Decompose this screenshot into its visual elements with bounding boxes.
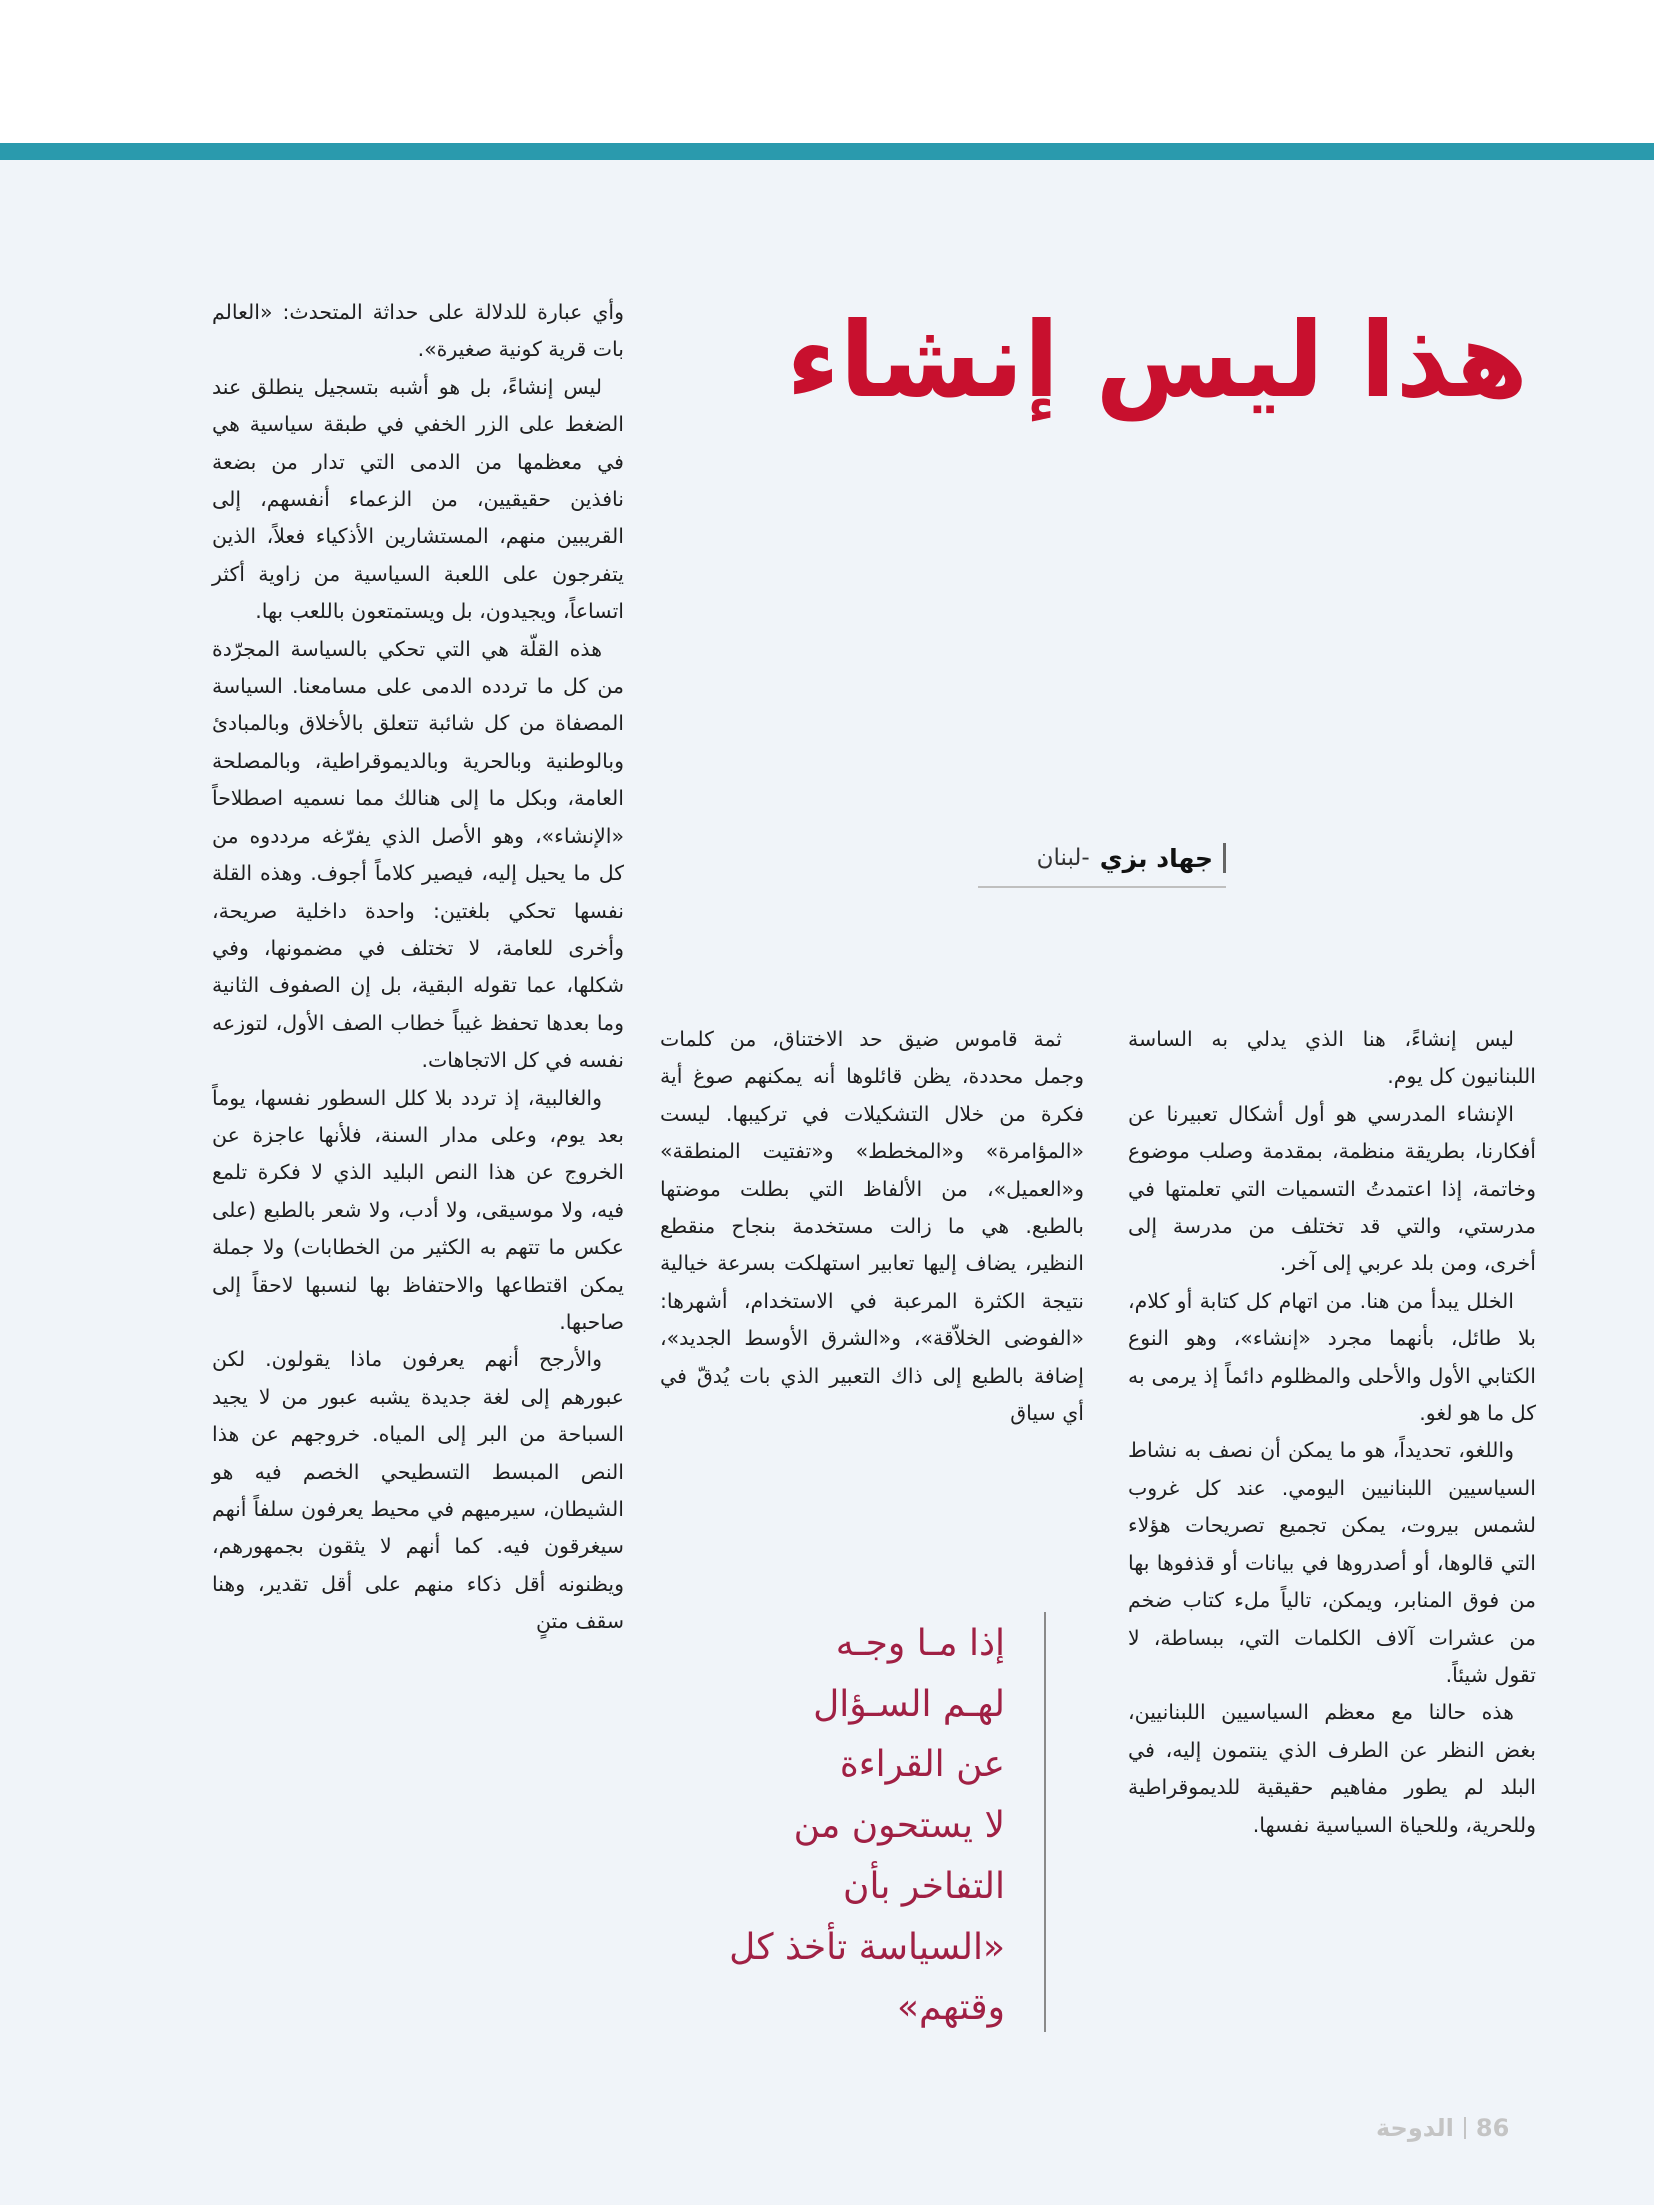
magazine-name: الدوحة — [1376, 2114, 1454, 2142]
pull-quote-line: وقتهم» — [896, 1987, 1005, 2029]
byline — [1037, 843, 1226, 873]
page-number: 86 — [1475, 2114, 1510, 2142]
column-right — [1128, 1021, 1536, 1844]
pull-quote-line: «السياسة تأخذ كل — [729, 1926, 1005, 1968]
column-middle — [660, 1021, 1084, 1432]
author-country: -لبنان — [1036, 845, 1090, 871]
pull-quote — [680, 1614, 1005, 2039]
footer-divider — [1464, 2117, 1466, 2139]
paragraph: الإنشاء المدرسي هو أول أشكال تعبيرنا عن أفكارنا، بطريقة منظمة، بمقدمة وصلب موضوع وخاتمة، إذا اعتمدتُ التسميات التي تعلمتها في مدرستي، والتي قد تختلف من مدرسة إلى أخرى، ومن بلد عربي إلى آخر. — [1128, 1101, 1536, 1276]
byline-rule — [978, 886, 1226, 888]
paragraph: ثمة قاموس ضيق حد الاختناق، من كلمات وجمل محددة، يظن قائلوها أنه يمكنهم صوغ أية فكرة من خلال التشكيلات في تركيبها. ليست «المؤامرة» و«المخطط» و«تفتيت المنطقة» و«العميل»، من الألفاظ التي بطلت موضتها بالطبع. هي ما زالت مستخدمة بنجاح منقطع النظير، يضاف إليها تعابير استهلكت بسرعة خيالية نتيجة الكثرة المرعبة في الاستخدام، أشهرها: «الفوضى الخلاّقة»، و«الشرق الأوسط الجديد»، إضافة بالطبع إلى ذاك التعبير الذي بات يُدقّ في أي سياق — [660, 1027, 1084, 1426]
pull-quote-line: لا يستحون من — [793, 1805, 1005, 1847]
paragraph: الخلل يبدأ من هنا. من اتهام كل كتابة أو كلام، بلا طائل، بأنهما مجرد «إنشاء»، وهو النوع الكتابي الأول والأحلى والمظلوم دائماً إذ يرمى به كل ما هو لغو. — [1128, 1288, 1536, 1426]
author-name: جهاد بزي — [1099, 843, 1213, 873]
pull-quote-line: التفاخر بأن — [843, 1865, 1005, 1907]
paragraph: ليس إنشاءً، هنا الذي يدلي به الساسة اللبنانيون كل يوم. — [1128, 1027, 1536, 1089]
page-footer — [1376, 2114, 1509, 2142]
byline-bar — [1223, 843, 1226, 873]
pull-quote-line: لهـم السـؤال — [813, 1683, 1005, 1725]
pull-quote-rule — [1044, 1612, 1046, 2032]
paragraph: ليس إنشاءً، بل هو أشبه بتسجيل ينطلق عند الضغط على الزر الخفي في طبقة سياسية هي في معظمها من الدمى التي تدار من بضعة نافذين حقيقيين، من الزعماء أنفسهم، إلى القريبين منهم، المستشارين الأذكياء فعلاً، الذين يتفرجون على اللعبة السياسية من زاوية أكثر اتساعاً، ويجيدون، بل ويستمتعون باللعب بها. — [212, 374, 624, 624]
paragraph: والغالبية، إذ تردد بلا كلل السطور نفسها، يوماً بعد يوم، وعلى مدار السنة، فلأنها عاجزة عن الخروج عن هذا النص البليد الذي لا فكرة تلمع فيه، ولا موسيقى، ولا أدب، ولا شعر بالطبع (على عكس ما تتهم به الكثير من الخطابات) ولا جملة يمكن اقتطاعها والاحتفاظ بها لنسبها لاحقاً إلى صاحبها. — [212, 1085, 624, 1334]
paragraph: هذه القلّة هي التي تحكي بالسياسة المجرّدة من كل ما تردده الدمى على مسامعنا. السياسة المصفاة من كل شائبة تتعلق بالأخلاق وبالمبادئ وبالوطنية وبالحرية وبالديموقراطية، وبالمصلحة العامة، وبكل ما إلى هنالك مما نسميه اصطلاحاً «الإنشاء»، وهو الأصل الذي يفرّغه مرددوه من كل ما يحيل إليه، فيصير كلاماً أجوف. وهذه القلة نفسها تحكي بلغتين: واحدة داخلية صريحة، وأخرى للعامة، لا تختلف في مضمونها، وفي شكلها، عما تقوله البقية، بل إن الصفوف الثانية وما بعدها تحفظ غيباً خطاب الصف الأول، لتوزعه نفسه في كل الاتجاهات. — [212, 636, 624, 1073]
header-accent-rule — [0, 143, 1654, 160]
pull-quote-line: إذا مـا وجـه — [835, 1623, 1005, 1664]
paragraph: هذه حالنا مع معظم السياسيين اللبنانيين، بغض النظر عن الطرف الذي ينتمون إليه، في البلد لم يطور مفاهيم حقيقية للديموقراطية وللحرية، وللحياة السياسية نفسها. — [1128, 1700, 1536, 1837]
paragraph: والأرجح أنهم يعرفون ماذا يقولون. لكن عبورهم إلى لغة جديدة يشبه عبور من لا يجيد السباحة من البر إلى المياه. خروجهم عن هذا النص المبسط التسطيحي الخصم فيه هو الشيطان، سيرميهم في محيط يعرفون سلفاً أنهم سيغرقون فيه. كما أنهم لا يثقون بجمهورهم، ويظنونه أقل ذكاء منهم على أقل تقدير، وهنا سقف متنٍ — [212, 1347, 624, 1634]
column-left — [212, 294, 624, 1641]
header-band — [0, 0, 1654, 143]
pull-quote-line: عن القراءة — [839, 1744, 1005, 1786]
paragraph: وأي عبارة للدلالة على حداثة المتحدث: «العالم بات قرية كونية صغيرة». — [212, 300, 624, 362]
paragraph: واللغو، تحديداً، هو ما يمكن أن نصف به نشاط السياسيين اللبنانيين اليومي. عند كل غروب لشمس بيروت، يمكن تجميع تصريحات هؤلاء التي قالوها، أو أصدروها في بيانات أو قذفوها بها من فوق المنابر، ويمكن، تالياً ملء كتاب ضخم من عشرات آلاف الكلمات التي، ببساطة، لا تقول شيئاً. — [1128, 1438, 1536, 1687]
article-title: هذا ليس إنشاء — [786, 299, 1528, 421]
